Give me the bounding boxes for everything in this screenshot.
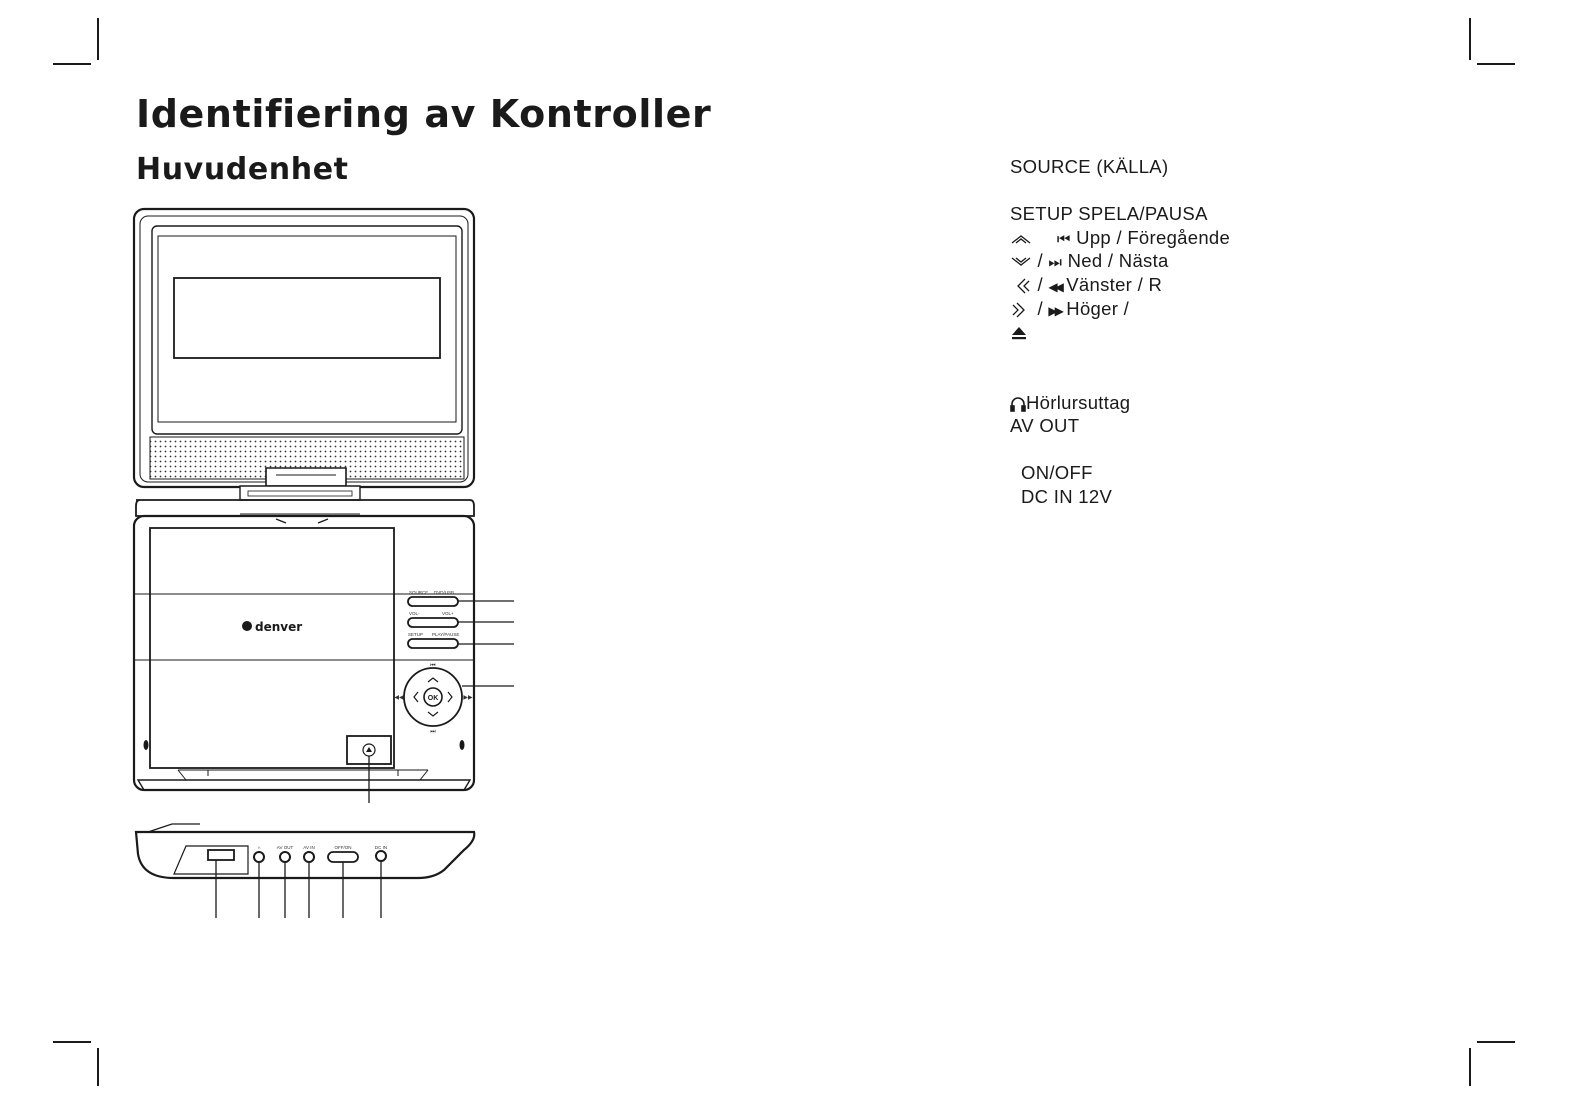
svg-text:AV IN: AV IN (303, 845, 315, 850)
dvd-usb-label: DVD/USB (434, 590, 455, 595)
chevron-right-icon (1010, 301, 1032, 319)
legend-right: / ▶▶ Höger / (1010, 298, 1129, 322)
legend-down-label: Ned / Nästa (1067, 250, 1169, 271)
legend-right-label: Höger / (1066, 298, 1130, 319)
legend-headphone (1010, 392, 1130, 414)
svg-text:DC IN: DC IN (374, 845, 388, 850)
headphone-icon (1010, 396, 1026, 412)
source-label: SOURCE (409, 590, 429, 595)
crop-mark (1469, 18, 1471, 60)
power-switch (328, 852, 358, 862)
device-illustration (128, 204, 528, 924)
source-button (408, 597, 458, 606)
legend-on-off: ON/OFF (1021, 462, 1093, 483)
crop-mark (97, 18, 99, 60)
screen-lid (134, 209, 474, 487)
base-unit (134, 500, 474, 790)
crop-mark (53, 1041, 91, 1043)
setup-label: SETUP (408, 632, 424, 637)
legend-down: / ⏭ Ned / Nästa (1010, 250, 1169, 274)
legend-left-label: Vänster / R (1066, 274, 1163, 295)
vol-minus-label: VOL- (409, 611, 420, 616)
crop-mark (97, 1048, 99, 1086)
disc-lid (150, 528, 394, 768)
av-out-jack (280, 852, 290, 862)
legend-up (1010, 227, 1230, 251)
chevron-down-icon (1010, 255, 1032, 269)
dc-in-jack (376, 851, 386, 861)
svg-text:▶▶: ▶▶ (463, 695, 473, 701)
denver-logo-icon (242, 621, 252, 631)
display-panel (174, 278, 440, 358)
headphone-jack (254, 852, 264, 862)
svg-text:∩: ∩ (257, 845, 261, 850)
svg-text:AV OUT: AV OUT (276, 845, 294, 850)
legend-dc-in: DC IN 12V (1021, 486, 1113, 507)
rewind-icon: ◀◀ (1048, 280, 1061, 294)
legend-source: SOURCE (KÄLLA) (1010, 156, 1169, 177)
legend-eject (1010, 321, 1028, 343)
legend-av-out: AV OUT (1010, 415, 1080, 436)
crop-mark (53, 63, 91, 65)
legend-up-label: Upp / Föregående (1076, 227, 1231, 248)
volume-button (408, 618, 458, 627)
side-view (136, 824, 474, 918)
previous-icon: ⏮ (1056, 231, 1071, 248)
usb-port (208, 850, 234, 860)
brand-logo: denver (255, 620, 303, 634)
vol-plus-label: VOL+ (442, 611, 454, 616)
setup-play-button (408, 639, 458, 648)
crop-mark (1477, 1041, 1515, 1043)
play-pause-label: PLAY/PAUSE (432, 632, 460, 637)
eject-icon (1010, 324, 1028, 342)
svg-text:OK: OK (427, 695, 439, 702)
section-title: Huvudenhet (136, 152, 349, 187)
svg-text:OFF/ON: OFF/ON (334, 845, 352, 850)
next-icon: ⏭ (1048, 254, 1063, 271)
av-in-jack (304, 852, 314, 862)
page-title: Identifiering av Kontroller (136, 92, 712, 136)
svg-text:⏭: ⏭ (430, 729, 436, 735)
legend-left: / ◀◀ Vänster / R (1010, 274, 1162, 298)
fast-forward-icon: ▶▶ (1048, 304, 1061, 318)
svg-text:◀◀: ◀◀ (394, 695, 404, 701)
chevron-left-icon (1010, 277, 1032, 295)
svg-text:⏮: ⏮ (430, 663, 436, 669)
crop-mark (1477, 63, 1515, 65)
crop-mark (1469, 1048, 1471, 1086)
legend-headphone-label: Hörlursuttag (1026, 392, 1131, 413)
chevron-up-icon (1010, 232, 1032, 246)
legend-setup-play: SETUP SPELA/PAUSA (1010, 203, 1208, 224)
